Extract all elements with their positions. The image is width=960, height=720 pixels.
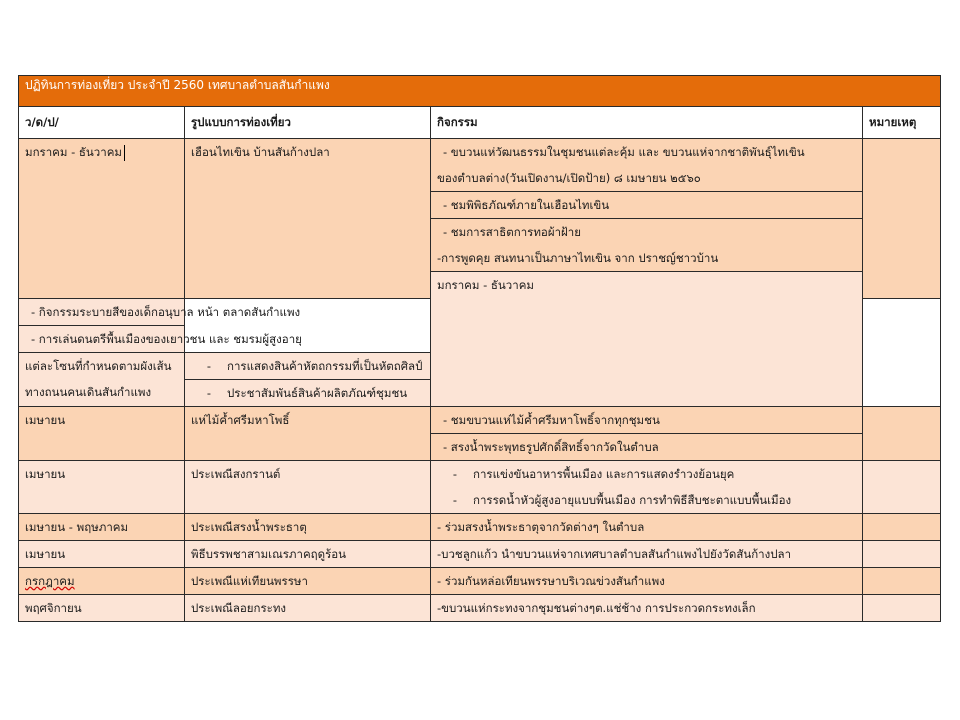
row-note [863, 461, 941, 514]
activity-text: ของตำบลต่าง(วันเปิดงาน/เปิดป้าย) ๘ เมษายน ๒๕๖๐ [437, 171, 701, 185]
activity-cell [19, 326, 302, 353]
activity-cell [19, 299, 301, 326]
activity-text: - ชมการสาธิตการทอผ้าฝ้าย [443, 225, 581, 239]
tourism-calendar-table [18, 75, 941, 622]
row-note [863, 139, 941, 299]
activity-cell: - ร่วมกันหล่อเทียนพรรษาบริเวณข่วงสันกำแพง [431, 568, 863, 595]
activity-text: - ชมพิพิธภัณฑ์ภายในเฮือนไทเขิน [443, 198, 610, 212]
activity-cell: -บวชลูกแก้ว นำขบวนแห่จากเทศบาลตำบลสันกำแพงไปยังวัดสันก้างปลา [431, 541, 863, 568]
activity-text: - สรงน้ำพระพุทธรูปศักดิ์สิทธิ์จากวัดในตำบล [443, 440, 659, 454]
activity-cell [431, 219, 863, 272]
activity-text: - การเล่นดนตรีพื้นเมืองของเยาวชน และ ชมรมผู้สูงอายุ [31, 332, 302, 346]
row-format: ประเพณีแห่เทียนพรรษา [185, 568, 431, 595]
bullet: - [206, 359, 212, 373]
row-date [19, 139, 185, 299]
activity-text: - ขบวนแห่วัฒนธรรมในชุมชนแต่ละคุ้ม และ ขบวนแห่จากชาติพันธุ์ไทเขิน [443, 145, 805, 159]
row-note [863, 407, 941, 461]
bullet: - [452, 493, 458, 507]
row-date: เมษายน [19, 541, 185, 568]
activity-text: การแข่งขันอาหารพื้นเมือง และการแสดงรำวงย้อนยุค [473, 467, 735, 481]
activity-cell [431, 192, 863, 219]
row-date: พฤศจิกายน [19, 595, 185, 622]
row-date [19, 568, 185, 595]
activity-text: - กิจกรรมระบายสีของเด็กอนุบาล หน้า ตลาดสันกำแพง [31, 305, 301, 319]
row-note [863, 595, 941, 622]
table-title: ปฏิทินการท่องเที่ยว ประจำปี 2560 เทศบาลตำบลสันกำแพง [19, 76, 941, 107]
row-note [863, 514, 941, 541]
activity-cell [431, 434, 863, 461]
row-date: เมษายน [19, 407, 185, 461]
row-format: ประเพณีสรงน้ำพระธาตุ [185, 514, 431, 541]
activity-cell: - ร่วมสรงน้ำพระธาตุจากวัดต่างๆ ในตำบล [431, 514, 863, 541]
header-format: รูปแบบการท่องเที่ยว [185, 107, 431, 139]
header-date: ว/ด/ป/ [19, 107, 185, 139]
table-row [19, 568, 941, 595]
row-format: พิธีบรรพชาสามเณรภาคฤดูร้อน [185, 541, 431, 568]
activity-text: -การพูดคุย สนทนาเป็นภาษาไทเขิน จาก ปราชญ์ชาวบ้าน [437, 251, 719, 265]
date-text: กรกฎาคม [25, 574, 75, 588]
row-format: ประเพณีลอยกระทง [185, 595, 431, 622]
activity-cell [431, 461, 863, 488]
table-row [19, 595, 941, 622]
text-cursor [124, 145, 125, 161]
table-row [19, 541, 941, 568]
activity-cell [185, 380, 431, 407]
activity-cell: -ขบวนแห่กระทงจากชุมชนต่างๆต.แช่ช้าง การประกวดกระทงเล็ก [431, 595, 863, 622]
bullet: - [452, 467, 458, 481]
activity-cell [431, 487, 863, 514]
row-format: แต่ละโซนที่กำหนดตามผังเส้นทางถนนคนเดินสันกำแพง [19, 353, 185, 407]
table-row [19, 139, 941, 192]
row-date: เมษายน [19, 461, 185, 514]
table-row [19, 461, 941, 488]
header-note: หมายเหตุ [863, 107, 941, 139]
table-row [19, 514, 941, 541]
bullet: - [206, 386, 212, 400]
activity-cell [185, 353, 431, 380]
activity-text: ประชาสัมพันธ์สินค้าผลิตภัณฑ์ชุมชน [227, 386, 408, 400]
date-text: มกราคม - ธันวาคม [25, 145, 122, 159]
row-note [863, 541, 941, 568]
row-date: เมษายน - พฤษภาคม [19, 514, 185, 541]
row-note [863, 568, 941, 595]
row-date: มกราคม - ธันวาคม [431, 272, 863, 407]
table-row [19, 407, 941, 434]
header-activity: กิจกรรม [431, 107, 863, 139]
activity-text: การรดน้ำหัวผู้สูงอายุแบบพื้นเมือง การทำพิธีสืบชะตาแบบพื้นเมือง [473, 493, 792, 507]
row-format: ประเพณีสงกรานต์ [185, 461, 431, 514]
activity-cell [431, 407, 863, 434]
row-format: แห่ไม้ค้ำศรีมหาโพธิ์ [185, 407, 431, 461]
activity-text: - ชมขบวนแห่ไม้ค้ำศรีมหาโพธิ์จากทุกชุมชน [443, 413, 660, 427]
activity-text: การแสดงสินค้าหัตถกรรมที่เป็นหัตถศิลป์ [227, 359, 423, 373]
row-format: เฮือนไทเขิน บ้านสันก้างปลา [185, 139, 431, 299]
activity-cell [431, 139, 863, 192]
